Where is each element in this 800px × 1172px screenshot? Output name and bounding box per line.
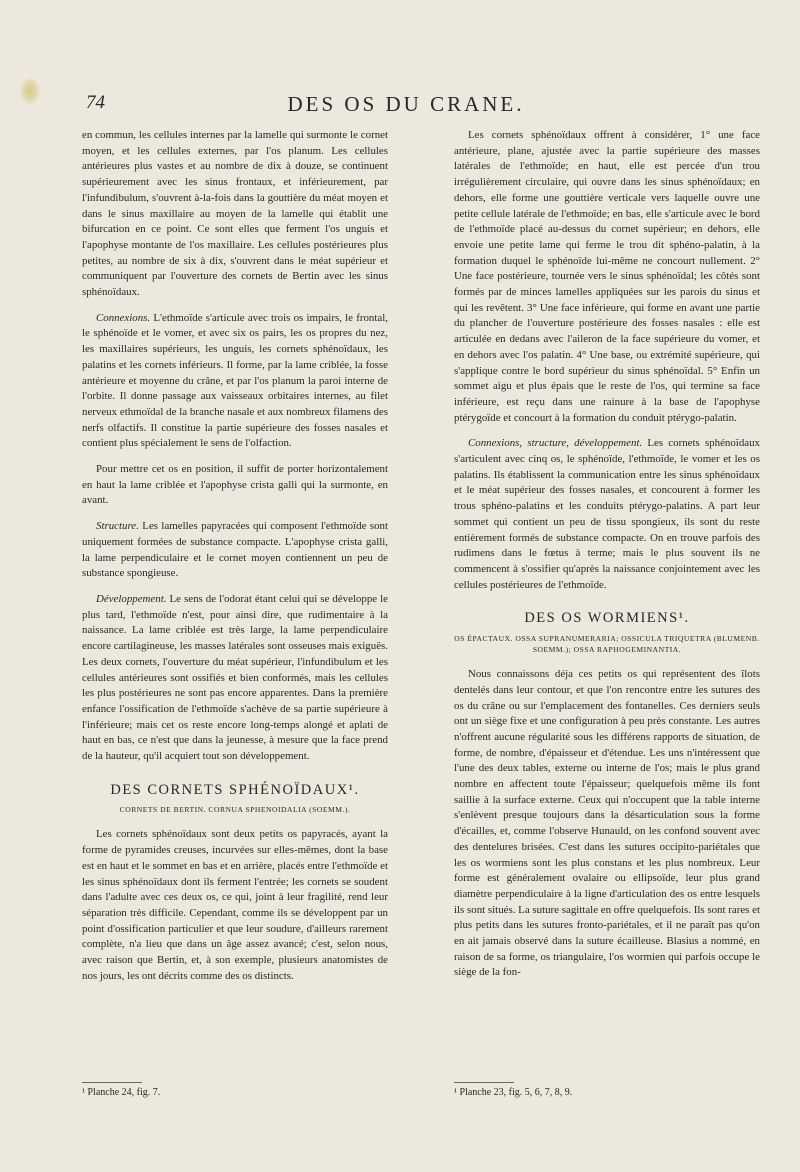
paragraph: Nous connaissons déja ces petits os qui représentent des îlots dentelés dans leur contour, et que l'on rencontre entre les sutures des os du crâne ou sur l'emplacement des fontanelles. Ces derniers seuls ont un siège fixe et une configuration à peu près constante. Les autres n'offrent aucune régularité sous les différens rapports de situation, de forme, de nombre, d'épaisseur et d'étendue. Les uns n'intéressent que l'une des deux tables, externe ou interne de l'os; mais le plus grand nombre en affectent toute l'épaisseur; quelquefois même ils font saillie à la surface externe. Ceux qui n'occupent que la table interne s'enlèvent presque toujours dans la désarticulation sous la forme d'écailles, et, comme l'observe Hunauld, on les confond souvent avec des dentelures brisées. C'est dans les sutures occipito-pariétales que les os wormiens sont les plus constans et les plus nombreux. Leur forme est généralement ovalaire ou ellipsoïde, leur plus grand diamètre perpendiculaire à la ligne d'articulation des os entre lesquels ils sont situés. La suture sagittale en offre quelquefois. Ils sont rares et plus petits dans les sutures fronto-pariétales, et il ne paraît pas qu'on en ait jamais observé dans la suture écailleuse. Blasius a nommé, en raison de sa forme, os triangulaire, l'os wormien qui parfois occupe le siège de la fon- xyxy=(454,668,760,979)
footnote-text: ¹ Planche 23, fig. 5, 6, 7, 8, 9. xyxy=(454,1087,573,1098)
paragraph: Pour mettre cet os en position, il suffit de porter horizontalement en haut la lame criblée et l'apophyse crista galli qui la surmonte, en avant. xyxy=(82,463,388,507)
footnote-left xyxy=(82,1082,160,1098)
paragraph-text: L'ethmoïde s'articule avec trois os impairs, le frontal, le sphénoïde et le vomer, et avec six os pairs, les os propres du nez, les maxillaires supérieurs, les unguis, les cornets sphénoïdaux, les palatins et les cornets inférieurs. Il forme, par la lame criblée, la fosse antérieure et moyenne du crâne, et par l'os planum la paroi interne de l'orbite. Il donne passage aux vaisseaux orbitaires internes, au filet nerveux ethmoïdal de la branche nasale et aux nombreux filamens des nerfs olfactifs. Il constitue la partie supérieure des fosses nasales et contient plus spécialement le sens de l'olfaction. xyxy=(82,311,388,450)
paragraph-label: Structure. xyxy=(96,520,139,533)
section-subtitle: OS ÉPACTAUX. OSSA SUPRANUMERARIA; OSSICULA TRIQUETRA (BLUMENB. SOEMM.); OSSA RAPHOGEMINANTIA. xyxy=(454,634,760,655)
paragraph-label: Connexions, structure, développement. xyxy=(468,437,643,450)
left-column xyxy=(82,128,388,994)
footnote-rule xyxy=(454,1082,514,1083)
page-header xyxy=(86,92,726,122)
paper-stain xyxy=(20,78,40,104)
section-title: DES OS WORMIENS¹. xyxy=(524,610,690,627)
page-number: 74 xyxy=(86,92,105,113)
running-head: DES OS DU CRANE. xyxy=(287,92,525,116)
paragraph-text: Le sens de l'odorat étant celui qui se développe le plus tard, l'ethmoïde n'est, pour ainsi dire, que rudimentaire à la naissance. La lame criblée est très large, la lame perpendiculaire encore cartilagineuse, les masses latérales sont osseuses mais exiguës. Les deux cornets, l'ouverture du méat supérieur, l'infundibulum et les cellules antérieures sont ossifiés et bien conformés, mais les cellules les plus postérieures ne sont pas encore apparentes. Dans la première enfance l'ossification de l'ethmoïde s'achève de sa partie supérieure à l'inférieure; mais cet os reste encore long-temps alongé et aplati de haut en bas, ce n'est que dans la jeunesse, à mesure que la face prend de la hauteur, qu'il acquiert tout son développement. xyxy=(82,592,388,763)
paragraph xyxy=(82,311,388,452)
right-column xyxy=(454,128,760,991)
paragraph-text: Les cornets sphénoïdaux s'articulent avec cinq os, le sphénoïde, l'ethmoïde, le vomer et les os palatins. Ils établissent la communication entre les sinus sphénoïdaux et le méat supérieur des fosses nasales, et concourent à former les trous sphéno-palatins et les conduits ptérygo-palatins. A part leur sommet qui contient un peu de tissu spongieux, ils sont du reste entièrement formés de substance compacte. On en trouve parfois des rudimens dans le fœtus à terme; mais le plus souvent ils ne commencent à s'ossifier qu'après la naissance conjointement avec les cellules postérieures de l'ethmoïde. xyxy=(454,437,760,591)
paragraph xyxy=(82,592,388,765)
footnote-text: ¹ Planche 24, fig. 7. xyxy=(82,1087,161,1098)
paragraph xyxy=(454,436,760,593)
footnote-rule xyxy=(82,1082,142,1083)
paragraph-text: Les lamelles papyracées qui composent l'ethmoïde sont uniquement formées de substance compacte. L'apophyse crista galli, la lame perpendiculaire et le cornet moyen contiennent un peu de substance spongieuse. xyxy=(82,520,388,580)
paragraph-label: Développement. xyxy=(96,592,167,605)
paragraph: Les cornets sphénoïdaux sont deux petits os papyracés, ayant la forme de pyramides creuses, incurvées sur elles-mêmes, dont la base est en haut et le sommet en bas et en arrière, placés entre l'ethmoïde et les sinus sphénoïdaux dont ils ferment l'entrée; les cornets se soudent dans l'adulte avec ces deux os, ce qui, joint à leur fragilité, rend leur séparation très difficile. Cependant, comme ils se développent par un point d'ossification particulier et que leur soudure, d'ailleurs rarement complète, n'a lieu que dans un âge assez avancé; c'est, selon nous, avec raison que Bertin, et, à son exemple, plusieurs anatomistes de nos jours, les ont décrits comme des os distincts. xyxy=(82,828,388,982)
section-title: DES CORNETS SPHÉNOÏDAUX¹. xyxy=(110,781,360,798)
section-subtitle: CORNETS DE BERTIN. CORNUA SPHENOIDALIA (SOEMM.). xyxy=(119,805,351,815)
paragraph: Les cornets sphénoïdaux offrent à considérer, 1° une face antérieure, plane, ajustée avec la partie supérieure des masses latérales de l'ethmoïde; en haut, elle est percée d'un trou irrégulièrement circulaire, qui ouvre dans les sinus sphénoïdaux; en dehors, elle forme une gouttière verticale vers laquelle ouvre une petite cellule latérale de l'ethmoïde; en bas, elle s'articule avec le bord de l'ethmoïde placé au-dessus du cornet supérieur; en dehors, elle envoie une petite lame qui ferme le trou dit sphéno-palatin, à la formation duquel le sphénoïde lui-même ne concourt nullement. 2° Une face postérieure, tournée vers le sinus sphénoïdal; les côtés sont formés par de minces lamelles appliquées sur les parois du sinus et qui les revêtent. 3° Une face inférieure, qui forme en avant une partie du plancher de l'ouverture postérieure des fosses nasales : elle est articulée en dedans avec l'aileron de la face supérieure du vomer, et en dehors avec l'os palatin. 4° Une base, ou extrémité supérieure, qui s'applique contre le bord supérieur du sinus sphénoïdal. 5° Enfin un sommet aigu et plus épais que le reste de l'os, qui termine sa face inférieure, est reçu dans une rainure à la base de l'apophyse ptérygoïde et concourt à la formation du conduit ptérygo-palatin. xyxy=(454,129,760,424)
footnote-right xyxy=(454,1082,572,1098)
paragraph-label: Connexions. xyxy=(96,311,151,324)
paragraph xyxy=(82,519,388,582)
paragraph: en commun, les cellules internes par la lamelle qui surmonte le cornet moyen, et les cellules externes, par l'os planum. Les cellules antérieures plus vastes et au nombre de dix à douze, se continuent supérieurement avec les sinus frontaux, et inférieurement, par l'infundibulum, s'ouvrent à-la-fois dans la gouttière du méat moyen et dans le sinus maxillaire au moyen de la lamelle qui établit une bifurcation en ce point. Ce sont elles que ferment l'os unguis et l'apophyse montante de l'os maxillaire. Les cellules postérieures plus petites, au nombre de six à dix, s'ouvrent dans le méat supérieur et communiquent par l'ouverture des cornets de Bertin avec les sinus sphénoïdaux. xyxy=(82,129,388,299)
